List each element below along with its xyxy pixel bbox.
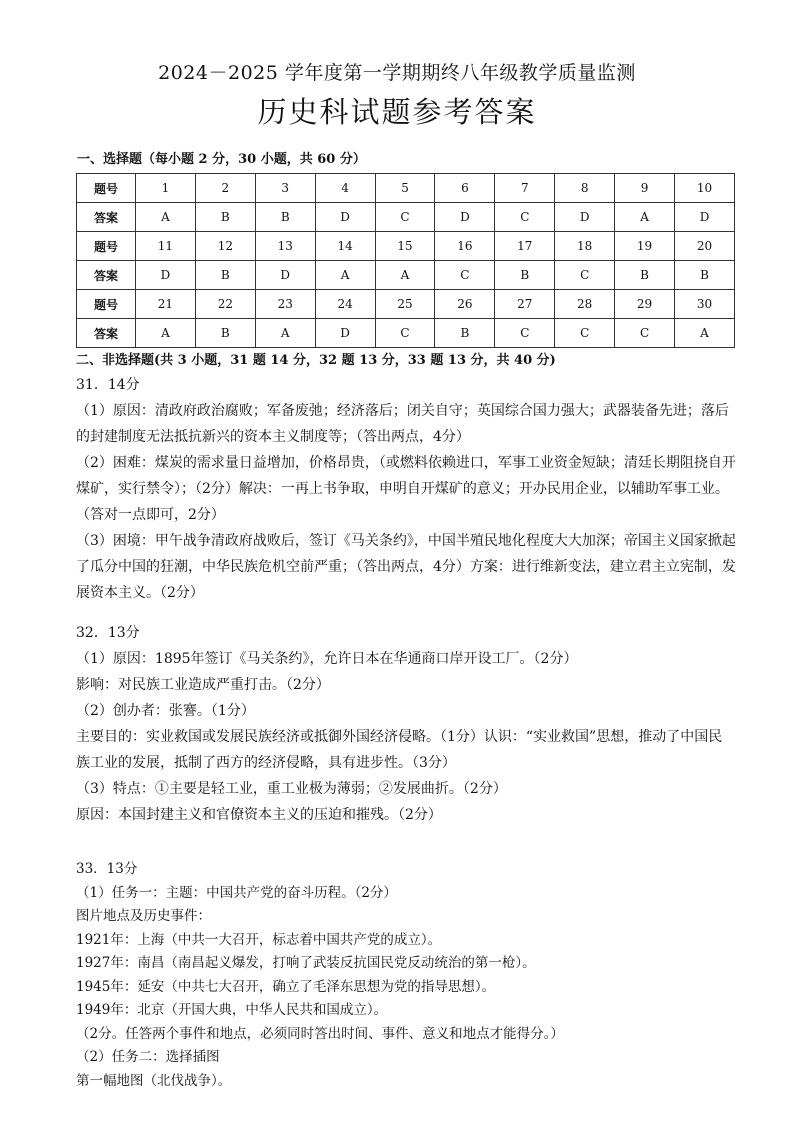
question-number: 18	[555, 232, 615, 261]
question-33-task2: （2）任务二：选择插图	[76, 1049, 220, 1065]
question-32-part2-purpose: 主要目的：实业救国或发展民族经济或抵御外国经济侵略。（1分）认识：“实业救国”思想，推动了中国民族工业的发展，抵制了西方的经济侵略，具有进步性。（3分）	[76, 729, 723, 771]
question-number: 29	[615, 290, 675, 319]
question-32-heading: 32．13分	[76, 625, 140, 641]
question-32-part3-features: （3）特点：①主要是轻工业，重工业极为薄弱；②发展曲折。（2分）	[76, 781, 507, 797]
question-number: 17	[495, 232, 555, 261]
answer-cell: C	[555, 319, 615, 348]
row-label-question: 题号	[77, 174, 136, 203]
row-label-question: 题号	[77, 232, 136, 261]
question-33-heading: 33．13分	[76, 861, 138, 877]
question-number: 14	[315, 232, 375, 261]
answer-cell: A	[375, 261, 435, 290]
question-number: 12	[195, 232, 255, 261]
question-number: 24	[315, 290, 375, 319]
question-32-part1-impact: 影响：对民族工业造成严重打击。（2分）	[76, 677, 330, 693]
answer-cell: B	[435, 319, 495, 348]
answer-cell: B	[195, 203, 255, 232]
section1-heading: 一、选择题（每小题 2 分，30 小题，共 60 分）	[77, 152, 366, 167]
question-number: 27	[495, 290, 555, 319]
question-number: 5	[375, 174, 435, 203]
answer-cell: C	[495, 203, 555, 232]
answer-cell: B	[255, 203, 315, 232]
question-number: 26	[435, 290, 495, 319]
question-33-event-1921: 1921年：上海（中共一大召开，标志着中国共产党的成立）。	[76, 931, 442, 948]
question-number: 11	[136, 232, 196, 261]
answer-cell: B	[675, 261, 735, 290]
question-number: 30	[675, 290, 735, 319]
row-label-answer: 答案	[77, 261, 136, 290]
question-32-part3-reason: 原因：本国封建主义和官僚资本主义的压迫和摧残。（2分）	[76, 807, 442, 823]
answer-table	[76, 173, 735, 348]
question-33-event-1945: 1945年：延安（中共七大召开，确立了毛泽东思想为党的指导思想）。	[76, 978, 496, 995]
question-number: 15	[375, 232, 435, 261]
question-number: 22	[195, 290, 255, 319]
question-number: 28	[555, 290, 615, 319]
question-33-event-1949: 1949年：北京（开国大典，中华人民共和国成立）。	[76, 1002, 388, 1018]
question-number: 1	[136, 174, 196, 203]
question-number: 23	[255, 290, 315, 319]
answer-cell: A	[255, 319, 315, 348]
question-31	[76, 372, 736, 606]
question-33-map-choice: 第一幅地图（北伐战争）。	[76, 1072, 232, 1089]
table-row	[77, 319, 735, 348]
question-32-part1-reason: （1）原因：1895年签订《马关条约》，允许日本在华通商口岸开设工厂。（2分）	[76, 651, 578, 667]
answer-cell: A	[315, 261, 375, 290]
answer-cell: C	[375, 319, 435, 348]
answer-cell: C	[375, 203, 435, 232]
question-number: 19	[615, 232, 675, 261]
answer-cell: D	[315, 319, 375, 348]
question-number: 20	[675, 232, 735, 261]
answer-cell: B	[495, 261, 555, 290]
answer-cell: B	[195, 319, 255, 348]
question-number: 8	[555, 174, 615, 203]
question-number: 25	[375, 290, 435, 319]
row-label-answer: 答案	[77, 203, 136, 232]
answer-cell: D	[555, 203, 615, 232]
answer-cell: C	[435, 261, 495, 290]
question-number: 10	[675, 174, 735, 203]
question-33	[76, 858, 736, 1093]
row-label-question: 题号	[77, 290, 136, 319]
table-row	[77, 232, 735, 261]
answer-cell: D	[435, 203, 495, 232]
question-number: 16	[435, 232, 495, 261]
question-33-task1: （1）任务一：主题：中国共产党的奋斗历程。（2分）	[76, 884, 397, 901]
question-number: 4	[315, 174, 375, 203]
answer-cell: A	[615, 203, 675, 232]
question-33-events-label: 图片地点及历史事件：	[76, 908, 211, 924]
question-31-part1: （1）原因：清政府政治腐败；军备废弛；经济落后；闭关自守；英国综合国力强大；武器装备先进；落后的封建制度无法抵抗新兴的资本主义制度等；（答出两点，4分）	[76, 403, 729, 445]
row-label-answer: 答案	[77, 319, 136, 348]
answer-cell: B	[195, 261, 255, 290]
answer-cell: C	[555, 261, 615, 290]
section2-heading: 二、非选择题(共 3 小题，31 题 14 分，32 题 13 分，33 题 13 分，共 40 分)	[76, 353, 556, 368]
question-31-part3: （3）困境：甲午战争清政府战败后，签订《马关条约》，中国半殖民地化程度大大加深；帝国主义国家掀起了瓜分中国的狂潮，中华民族危机空前严重；（答出两点，4分）方案：进行维新变法，建立君主立宪制，发展资本主义。（2分）	[76, 533, 736, 601]
answer-cell: D	[675, 203, 735, 232]
question-32	[76, 620, 736, 828]
table-row	[77, 203, 735, 232]
question-number: 21	[136, 290, 196, 319]
table-row	[77, 290, 735, 319]
answer-cell: D	[136, 261, 196, 290]
document-subtitle: 历史科试题参考答案	[257, 95, 537, 129]
document-title: 2024－2025 学年度第一学期期终八年级教学质量监测	[158, 62, 636, 84]
question-31-part2: （2）困难：煤炭的需求量日益增加，价格昂贵，（或燃料依赖进口，军事工业资金短缺；清廷长期阻挠自开煤矿，实行禁令）；（2分）解决：一再上书争取，申明自开煤矿的意义；开办民用企业，以辅助军事工业。（答对一点即可，2分）	[76, 455, 736, 523]
answer-cell: B	[615, 261, 675, 290]
question-number: 13	[255, 232, 315, 261]
answer-cell: A	[136, 319, 196, 348]
answer-cell: D	[315, 203, 375, 232]
question-number: 3	[255, 174, 315, 203]
answer-cell: A	[136, 203, 196, 232]
table-row	[77, 261, 735, 290]
answer-cell: C	[495, 319, 555, 348]
question-31-heading: 31．14分	[76, 377, 140, 393]
answer-cell: C	[615, 319, 675, 348]
question-number: 2	[195, 174, 255, 203]
question-number: 6	[435, 174, 495, 203]
question-number: 7	[495, 174, 555, 203]
answer-cell: A	[675, 319, 735, 348]
table-row	[77, 174, 735, 203]
question-number: 9	[615, 174, 675, 203]
question-33-event-1927: 1927年：南昌（南昌起义爆发，打响了武装反抗国民党反动统治的第一枪）。	[76, 955, 536, 971]
question-32-part2-founder: （2）创办者：张謇。（1分）	[76, 703, 255, 719]
answer-cell: D	[255, 261, 315, 290]
question-33-scoring-note: （2分。任答两个事件和地点，必须同时答出时间、事件、意义和地点才能得分。）	[76, 1025, 564, 1042]
